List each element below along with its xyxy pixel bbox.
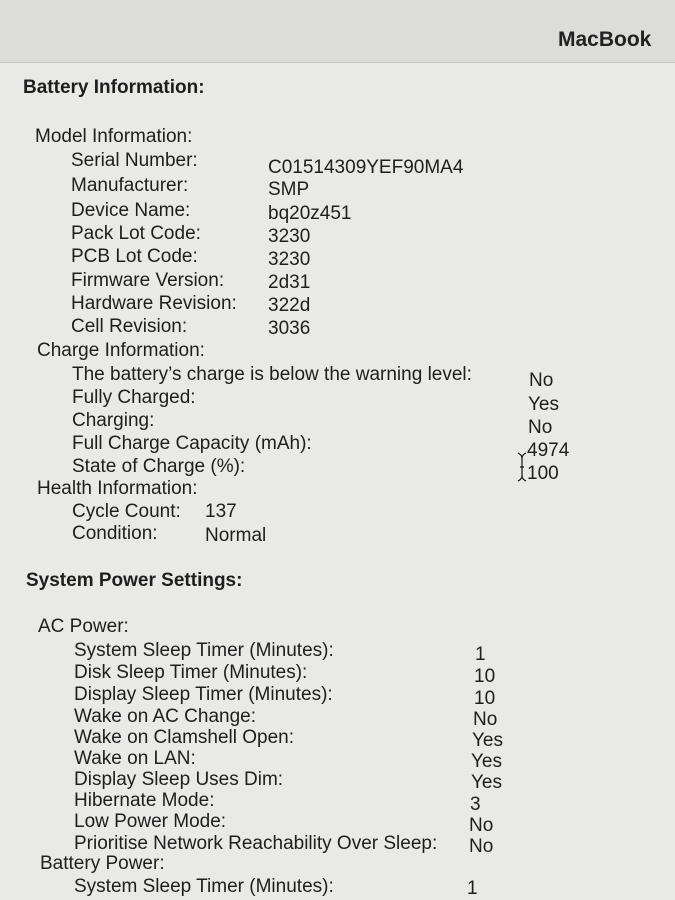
model-information-label: Model Information: <box>35 126 193 147</box>
manufacturer-value: SMP <box>268 179 310 200</box>
pcb-lot-code-label: PCB Lot Code: <box>71 246 198 267</box>
ac-setting-label: Wake on AC Change: <box>74 706 257 727</box>
warning-level-value: No <box>529 370 554 391</box>
window-title: MacBook <box>558 28 652 51</box>
full-charge-capacity-value: 4974 <box>527 440 570 461</box>
firmware-version-label: Firmware Version: <box>71 270 225 291</box>
condition-value: Normal <box>205 525 267 546</box>
device-name-value: bq20z451 <box>268 203 352 224</box>
ac-setting-value: No <box>469 815 494 836</box>
warning-level-label: The battery’s charge is below the warning level: <box>72 364 472 385</box>
fully-charged-label: Fully Charged: <box>72 387 196 408</box>
fully-charged-value: Yes <box>528 394 559 415</box>
full-charge-capacity-label: Full Charge Capacity (mAh): <box>72 433 312 454</box>
ac-setting-value: No <box>469 836 494 857</box>
battery-setting-value: 1 <box>467 878 478 899</box>
system-report-content <box>0 63 675 900</box>
cycle-count-label: Cycle Count: <box>72 501 181 522</box>
ac-setting-value: Yes <box>471 772 502 793</box>
battery-power-label: Battery Power: <box>40 853 165 874</box>
ac-setting-label: System Sleep Timer (Minutes): <box>74 640 334 661</box>
ac-setting-value: 10 <box>474 688 496 709</box>
ac-setting-value: Yes <box>471 751 502 772</box>
cell-revision-label: Cell Revision: <box>71 316 188 337</box>
firmware-version-value: 2d31 <box>268 272 311 293</box>
condition-label: Condition: <box>72 523 158 544</box>
hardware-revision-label: Hardware Revision: <box>71 293 237 314</box>
cycle-count-value: 137 <box>205 501 237 522</box>
battery-information-heading: Battery Information: <box>23 77 205 98</box>
state-of-charge-label: State of Charge (%): <box>72 456 246 477</box>
ac-setting-value: 10 <box>474 666 496 687</box>
ac-setting-label: Prioritise Network Reachability Over Sleep: <box>74 833 438 854</box>
health-information-label: Health Information: <box>37 478 198 499</box>
hardware-revision-value: 322d <box>268 295 311 316</box>
charging-label: Charging: <box>72 410 155 431</box>
serial-number-label: Serial Number: <box>71 150 198 171</box>
battery-setting-label: System Sleep Timer (Minutes): <box>74 876 334 897</box>
pack-lot-code-label: Pack Lot Code: <box>71 223 201 244</box>
text-cursor-icon <box>517 452 527 482</box>
pcb-lot-code-value: 3230 <box>268 249 311 270</box>
charging-value: No <box>528 417 553 438</box>
charge-information-label: Charge Information: <box>37 340 205 361</box>
system-power-settings-heading: System Power Settings: <box>26 570 243 591</box>
ac-setting-label: Display Sleep Uses Dim: <box>74 769 284 790</box>
ac-setting-label: Hibernate Mode: <box>74 790 215 811</box>
ac-setting-value: 1 <box>475 644 486 665</box>
state-of-charge-value: 100 <box>527 463 559 484</box>
serial-number-value: C01514309YEF90MA4 <box>268 157 464 178</box>
ac-setting-label: Wake on LAN: <box>74 748 196 769</box>
cell-revision-value: 3036 <box>268 318 311 339</box>
ac-power-label: AC Power: <box>38 616 129 637</box>
window-titlebar <box>0 0 675 63</box>
ac-setting-label: Low Power Mode: <box>74 811 227 832</box>
ac-setting-label: Display Sleep Timer (Minutes): <box>74 684 333 705</box>
ac-setting-value: Yes <box>472 730 503 751</box>
ac-setting-label: Wake on Clamshell Open: <box>74 727 295 748</box>
pack-lot-code-value: 3230 <box>268 226 311 247</box>
ac-setting-value: No <box>473 709 498 730</box>
ac-setting-value: 3 <box>470 794 481 815</box>
device-name-label: Device Name: <box>71 200 191 221</box>
ac-setting-label: Disk Sleep Timer (Minutes): <box>74 662 308 683</box>
manufacturer-label: Manufacturer: <box>71 175 189 196</box>
